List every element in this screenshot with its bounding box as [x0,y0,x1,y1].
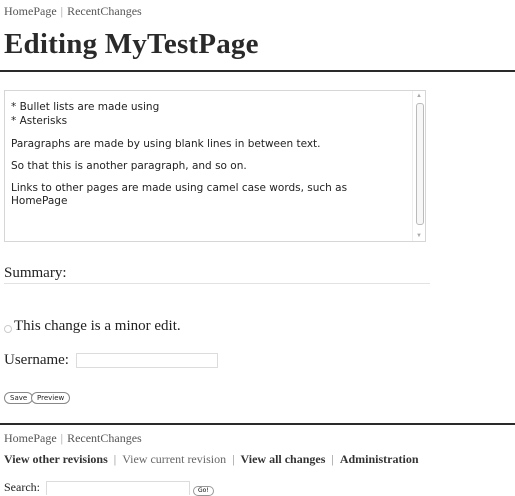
summary-input[interactable] [4,283,430,294]
editor-paragraph: Paragraphs are made by using blank lines in between text. [11,138,321,151]
revision-nav [4,452,419,467]
summary-label: Summary: [4,265,67,281]
administration-link[interactable]: Administration [339,452,419,466]
editor-content[interactable] [5,91,411,241]
revnav-separator: | [232,452,235,466]
editor-bullet-line: * Bullet lists are made using [11,101,160,113]
editor-paragraph: So that this is another paragraph, and so on. [11,159,247,172]
view-other-revisions-link[interactable]: View other revisions [4,452,108,466]
go-button[interactable]: Go! [193,486,214,496]
preview-button[interactable]: Preview [31,392,70,404]
scroll-down-arrow-icon[interactable]: ▼ [416,233,422,239]
page-text-editor[interactable] [4,90,426,242]
view-current-revision-link[interactable]: View current revision [122,452,227,466]
search-label: Search: [4,480,40,494]
revnav-separator: | [113,452,117,466]
header-divider [0,70,515,72]
username-label: Username: [4,352,69,368]
footer-recentchanges-link[interactable]: RecentChanges [67,431,142,445]
search-input[interactable] [46,481,190,495]
nav-homepage-link[interactable]: HomePage [4,4,57,18]
footer-nav [4,431,142,446]
editor-paragraph: Links to other pages are made using camel case words, such as HomePage [11,181,348,208]
scroll-up-arrow-icon[interactable]: ▲ [416,93,422,99]
page-title: Editing MyTestPage [4,28,259,60]
editor-scrollbar[interactable] [412,91,425,241]
editor-bullet-line: * Asterisks [11,114,68,127]
footer-divider [0,423,515,425]
save-button[interactable]: Save [4,392,33,404]
scroll-thumb[interactable] [416,103,424,225]
nav-separator: | [60,4,64,18]
username-input[interactable] [76,353,218,368]
nav-recentchanges-link[interactable]: RecentChanges [67,4,142,18]
minor-edit-label: This change is a minor edit. [14,318,181,334]
minor-edit-option[interactable] [4,318,181,335]
minor-edit-radio[interactable] [4,325,12,333]
editor-bullet-block [11,101,405,128]
revnav-separator: | [331,452,334,466]
footer-homepage-link[interactable]: HomePage [4,431,57,445]
view-all-changes-link[interactable]: View all changes [240,452,326,466]
top-nav [4,4,142,19]
footer-separator: | [60,431,64,445]
